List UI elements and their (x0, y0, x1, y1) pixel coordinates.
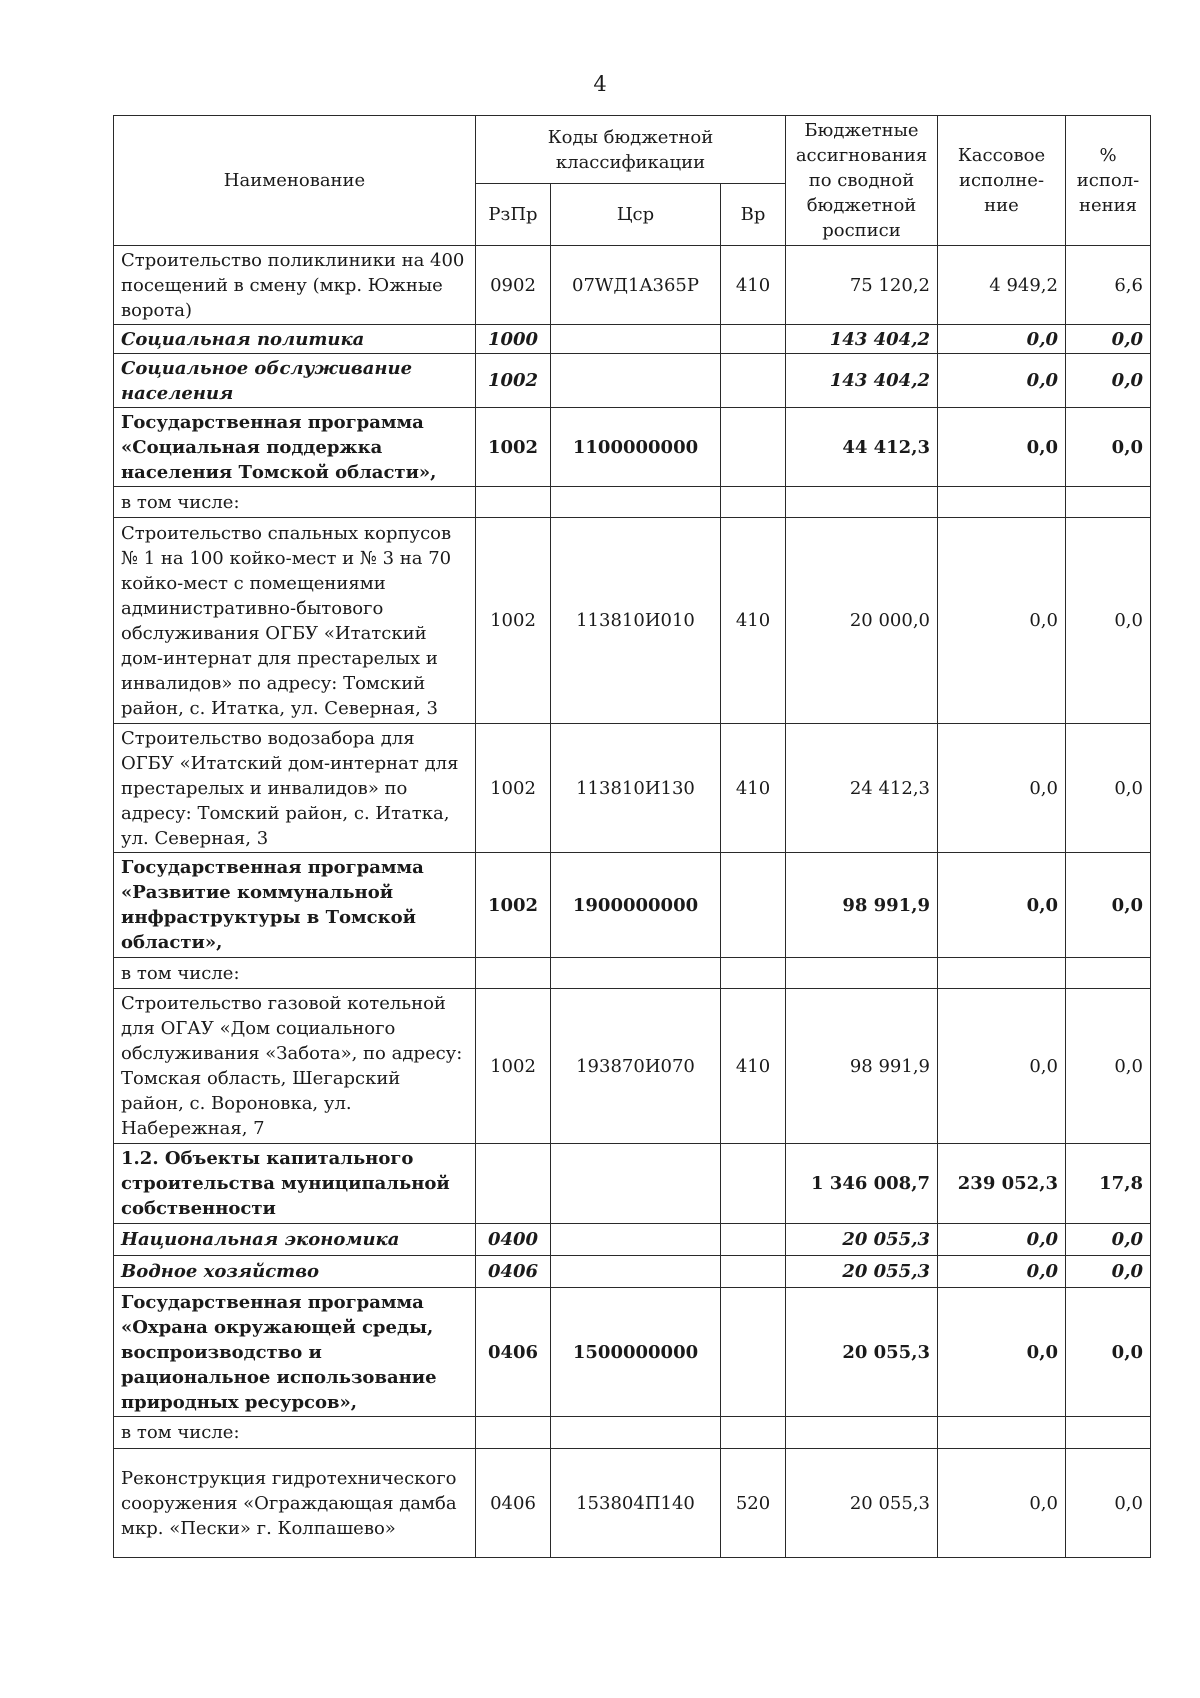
row-csr (551, 1256, 721, 1288)
row-name: Строительство газовой котельной для ОГАУ «Дом социального обслуживания «Забота», по адресу: Томская область, Шегарский район, с. Вороновка, ул. Набережная, 7 (114, 989, 476, 1144)
row-rzpr: 0406 (476, 1256, 551, 1288)
header-codes-group: Коды бюджетной классификации (476, 116, 786, 184)
row-percent: 0,0 (1066, 408, 1151, 487)
row-vr (721, 1288, 786, 1417)
row-assigned: 44 412,3 (786, 408, 938, 487)
row-cash: 0,0 (938, 408, 1066, 487)
row-vr (721, 1144, 786, 1224)
row-rzpr: 1002 (476, 853, 551, 958)
row-percent: 0,0 (1066, 724, 1151, 853)
table-row (114, 487, 1151, 518)
row-percent: 17,8 (1066, 1144, 1151, 1224)
row-assigned: 143 404,2 (786, 354, 938, 408)
row-name: Строительство спальных корпусов № 1 на 100 койко-мест и № 3 на 70 койко-мест с помещениями административно-бытового обслуживания ОГБУ «Итатский дом-интернат для престарелых и инвалидов» по адресу: Томский район, с. Итатка, ул. Северная, 3 (114, 518, 476, 724)
row-rzpr: 1002 (476, 989, 551, 1144)
row-cash: 0,0 (938, 354, 1066, 408)
row-assigned: 20 000,0 (786, 518, 938, 724)
row-csr: 1500000000 (551, 1288, 721, 1417)
row-csr: 113810И010 (551, 518, 721, 724)
row-cash (938, 1417, 1066, 1449)
row-assigned: 75 120,2 (786, 246, 938, 325)
row-percent (1066, 958, 1151, 989)
header-csr: Цср (551, 184, 721, 246)
header-percent: % испол-нения (1066, 116, 1151, 246)
row-assigned: 24 412,3 (786, 724, 938, 853)
header-rzpr: РзПр (476, 184, 551, 246)
row-cash: 0,0 (938, 325, 1066, 354)
row-rzpr: 1002 (476, 518, 551, 724)
row-assigned (786, 1417, 938, 1449)
row-rzpr: 1002 (476, 724, 551, 853)
row-percent (1066, 487, 1151, 518)
table-row (114, 1449, 1151, 1558)
table-row (114, 408, 1151, 487)
row-percent (1066, 1417, 1151, 1449)
header-assignments: Бюджетные ассигнования по сводной бюджетной росписи (786, 116, 938, 246)
row-vr (721, 1256, 786, 1288)
row-cash: 4 949,2 (938, 246, 1066, 325)
table-row (114, 354, 1151, 408)
row-name: Социальное обслуживание населения (114, 354, 476, 408)
row-name: Реконструкция гидротехнического сооружения «Ограждающая дамба мкр. «Пески» г. Колпашево» (114, 1449, 476, 1558)
table-row (114, 724, 1151, 853)
table-row (114, 958, 1151, 989)
row-csr (551, 354, 721, 408)
row-vr (721, 1417, 786, 1449)
row-percent: 0,0 (1066, 325, 1151, 354)
row-assigned: 20 055,3 (786, 1449, 938, 1558)
row-vr (721, 354, 786, 408)
table-row (114, 325, 1151, 354)
row-vr (721, 325, 786, 354)
row-rzpr (476, 1417, 551, 1449)
row-csr (551, 1224, 721, 1256)
row-name: Национальная экономика (114, 1224, 476, 1256)
row-name: 1.2. Объекты капитального строительства муниципальной собственности (114, 1144, 476, 1224)
row-name: Государственная программа «Социальная поддержка населения Томской области», (114, 408, 476, 487)
row-csr: 193870И070 (551, 989, 721, 1144)
row-cash: 0,0 (938, 724, 1066, 853)
row-assigned: 143 404,2 (786, 325, 938, 354)
row-csr: 113810И130 (551, 724, 721, 853)
row-assigned: 20 055,3 (786, 1256, 938, 1288)
row-cash: 0,0 (938, 1256, 1066, 1288)
row-assigned: 20 055,3 (786, 1288, 938, 1417)
row-name: Строительство поликлиники на 400 посещений в смену (мкр. Южные ворота) (114, 246, 476, 325)
row-csr: 153804П140 (551, 1449, 721, 1558)
row-rzpr: 0406 (476, 1449, 551, 1558)
page-number: 4 (593, 72, 607, 96)
row-cash: 0,0 (938, 1224, 1066, 1256)
row-percent: 0,0 (1066, 853, 1151, 958)
row-cash: 0,0 (938, 1288, 1066, 1417)
row-vr: 410 (721, 246, 786, 325)
row-name: в том числе: (114, 487, 476, 518)
row-csr (551, 487, 721, 518)
row-csr (551, 325, 721, 354)
table-row (114, 853, 1151, 958)
budget-table (113, 115, 1151, 1558)
header-vr: Вр (721, 184, 786, 246)
row-vr (721, 408, 786, 487)
table-row (114, 1288, 1151, 1417)
row-cash: 239 052,3 (938, 1144, 1066, 1224)
row-percent: 0,0 (1066, 1224, 1151, 1256)
row-name: в том числе: (114, 1417, 476, 1449)
row-csr (551, 958, 721, 989)
row-rzpr: 0400 (476, 1224, 551, 1256)
row-name: в том числе: (114, 958, 476, 989)
row-percent: 0,0 (1066, 354, 1151, 408)
row-percent: 0,0 (1066, 1288, 1151, 1417)
row-percent: 0,0 (1066, 518, 1151, 724)
row-vr (721, 1224, 786, 1256)
row-vr: 410 (721, 989, 786, 1144)
row-cash: 0,0 (938, 853, 1066, 958)
row-rzpr: 0902 (476, 246, 551, 325)
row-rzpr (476, 958, 551, 989)
header-name: Наименование (114, 116, 476, 246)
row-percent: 0,0 (1066, 1449, 1151, 1558)
row-rzpr: 1002 (476, 408, 551, 487)
row-percent: 6,6 (1066, 246, 1151, 325)
row-percent: 0,0 (1066, 989, 1151, 1144)
row-name: Водное хозяйство (114, 1256, 476, 1288)
row-cash: 0,0 (938, 1449, 1066, 1558)
row-assigned: 98 991,9 (786, 853, 938, 958)
row-rzpr (476, 487, 551, 518)
row-csr: 1900000000 (551, 853, 721, 958)
row-csr (551, 1144, 721, 1224)
row-assigned: 1 346 008,7 (786, 1144, 938, 1224)
row-name: Государственная программа «Развитие коммунальной инфраструктуры в Томской области», (114, 853, 476, 958)
row-vr (721, 487, 786, 518)
row-vr: 520 (721, 1449, 786, 1558)
row-assigned: 20 055,3 (786, 1224, 938, 1256)
row-rzpr: 0406 (476, 1288, 551, 1417)
table-row (114, 1417, 1151, 1449)
table-row (114, 1256, 1151, 1288)
table-row (114, 1144, 1151, 1224)
row-vr (721, 958, 786, 989)
row-csr: 07WД1A365P (551, 246, 721, 325)
table-row (114, 1224, 1151, 1256)
table-row (114, 989, 1151, 1144)
header-cash: Кассовое исполне-ние (938, 116, 1066, 246)
row-name: Социальная политика (114, 325, 476, 354)
row-cash: 0,0 (938, 989, 1066, 1144)
row-vr: 410 (721, 518, 786, 724)
row-vr (721, 853, 786, 958)
row-rzpr: 1000 (476, 325, 551, 354)
row-cash: 0,0 (938, 518, 1066, 724)
row-name: Государственная программа «Охрана окружающей среды, воспроизводство и рациональное использование природных ресурсов», (114, 1288, 476, 1417)
row-csr (551, 1417, 721, 1449)
row-rzpr: 1002 (476, 354, 551, 408)
row-cash (938, 958, 1066, 989)
row-assigned (786, 958, 938, 989)
row-rzpr (476, 1144, 551, 1224)
row-csr: 1100000000 (551, 408, 721, 487)
row-percent: 0,0 (1066, 1256, 1151, 1288)
table-row (114, 246, 1151, 325)
row-assigned (786, 487, 938, 518)
row-vr: 410 (721, 724, 786, 853)
row-cash (938, 487, 1066, 518)
table-row (114, 518, 1151, 724)
row-name: Строительство водозабора для ОГБУ «Итатский дом-интернат для престарелых и инвалидов» по адресу: Томский район, с. Итатка, ул. Северная, 3 (114, 724, 476, 853)
row-assigned: 98 991,9 (786, 989, 938, 1144)
